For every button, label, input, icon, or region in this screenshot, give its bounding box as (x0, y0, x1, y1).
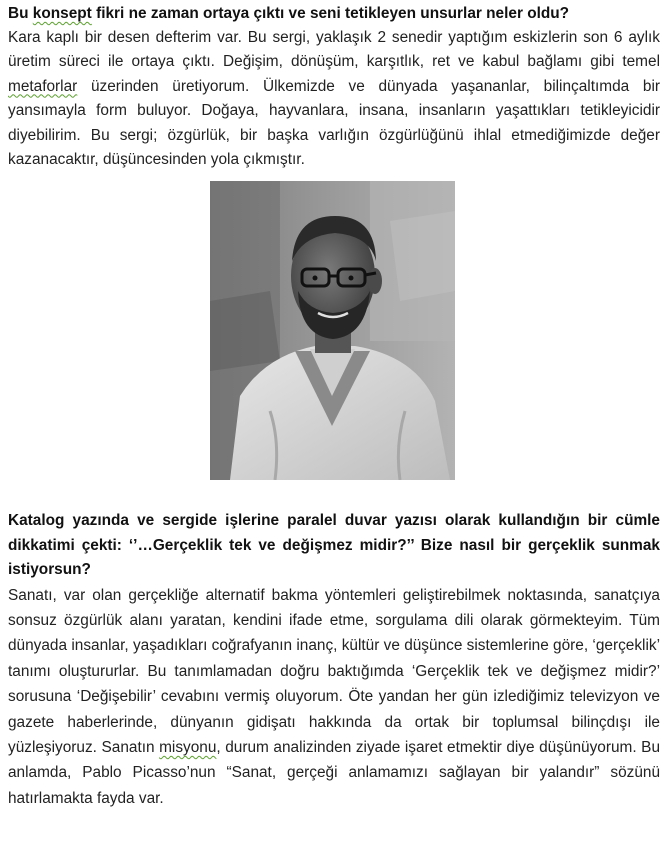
portrait-photo-icon (210, 181, 455, 480)
answer-2-spellcheck-word: misyonu (159, 738, 217, 756)
answer-2-post: , durum analizinden ziyade işaret etmektir diye düşünüyorum. Bu anlamda, Pablo Picasso’nun “Sanat, gerçeği anlamamızı sağlayan bir yalandır” sözünü hatırlamakta fayda var. (8, 738, 661, 807)
answer-1-spellcheck-word: metaforlar (8, 77, 78, 95)
answer-1-pre: Kara kaplı bir desen defterim var. Bu sergi, yaklaşık 2 senedir yaptığım eskizlerin son 6 aylık üretim süreci ile ortaya çıktı. Değişim, dönüşüm, karşıtlık, ret ve kabul bağlamı gibi temel (8, 28, 660, 71)
question-1-spellcheck-word: konsept (32, 5, 92, 22)
question-1-post: fikri ne zaman ortaya çıktı ve seni tetikleyen unsurlar neler oldu? (91, 5, 570, 22)
portrait-photo (210, 181, 455, 480)
interview-section-2 (8, 509, 660, 811)
interview-section-1 (8, 2, 660, 173)
question-1-pre: Bu (8, 5, 33, 22)
answer-1 (8, 26, 660, 174)
answer-1-post: üzerinden üretiyorum. Ülkemizde ve dünyada yaşananlar, bilinçaltımda bir yansımayla form buluyor. Doğaya, hayvanlara, insana, insanların yaşattıkları tetikleyicidir diyebilirim. Bu sergi; özgürlük, bir başka varlığın özgürlüğünü ihlal etmediğimizde değer kazanacaktır, düşüncesinden yola çıkmıştır. (8, 77, 660, 169)
answer-2 (8, 583, 660, 812)
question-1 (8, 2, 660, 26)
question-2: Katalog yazında ve sergide işlerine paralel duvar yazısı olarak kullandığın bir cümle dikkatimi çekti: ‘’…Gerçeklik tek ve değişmez midir?’’ Bize nasıl bir gerçeklik sunmak istiyorsun? (8, 512, 660, 578)
answer-2-pre: Sanatı, var olan gerçekliğe alternatif bakma yöntemleri geliştirebilmek noktasında, sanatçıya sonsuz özgürlük alanı yaratan, kendini ifade etme, sorgulama dili olarak görmekteyim. Tüm dünyada insanlar, yaşadıkları coğrafyanın inanç, kültür ve düşünce sistemlerine göre, ‘gerçeklik’ tanımı oluştururlar. Bu tanımlamadan doğru baktığımda ‘Gerçeklik tek ve değişmez midir?’ sorusuna ‘Değişebilir’ cevabını vermiş oluyorum. Öte yandan her gün izlediğimiz televizyon ve gazete haberlerinde, dünyanın gidişatı hakkında da ortak bir toplumsal bilinçdışı ile yüzleşiyoruz. Sanatın (8, 586, 660, 756)
